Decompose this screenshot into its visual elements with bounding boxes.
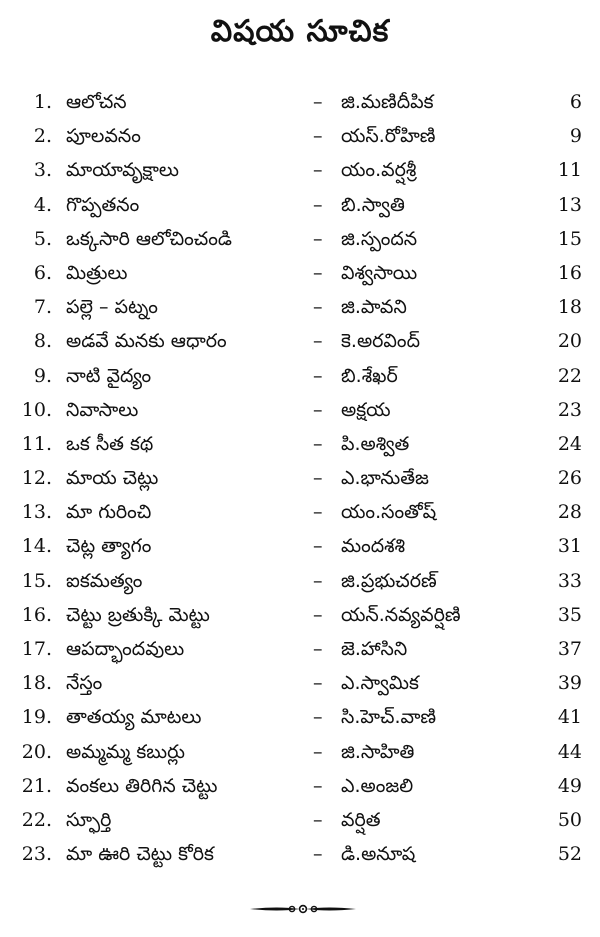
toc-page-number: 44 (557, 740, 582, 763)
toc-title: మా గురించి (66, 501, 152, 524)
toc-author: బి.శేఖర్ (341, 364, 398, 387)
toc-separator: – (313, 467, 323, 490)
toc-page-number: 11 (557, 159, 582, 182)
toc-page-number: 20 (557, 330, 582, 353)
toc-author: జి.స్పందన (341, 227, 418, 250)
toc-author: సి.హెచ్.వాణి (341, 706, 437, 729)
toc-row (0, 359, 600, 393)
toc-page-number: 6 (569, 91, 582, 113)
toc-row (0, 735, 600, 769)
toc-separator: – (313, 603, 323, 626)
toc-author: యస్.రోహిణి (341, 125, 436, 148)
toc-number: 1. (33, 91, 52, 113)
toc-title: ఒక సీత కథ (66, 432, 154, 455)
toc-title: చెట్టు బ్రతుక్కి మెట్టు (66, 603, 210, 626)
toc-separator: – (313, 296, 323, 319)
toc-title: ఒక్కసారి ఆలోచించండి (66, 227, 232, 250)
toc-title: వంకలు తిరిగిన చెట్టు (66, 774, 218, 797)
toc-page-number: 15 (557, 227, 582, 250)
toc-separator: – (313, 91, 323, 113)
toc-author: యం.సంతోష్ (341, 501, 437, 524)
toc-row (0, 153, 600, 187)
toc-row (0, 119, 600, 153)
toc-author: జి.సాహితి (341, 740, 415, 763)
toc-page-number: 23 (557, 398, 582, 421)
toc-author: జి.మణిదీపిక (341, 91, 434, 113)
toc-author: జి.పావని (341, 296, 407, 319)
toc-row (0, 666, 600, 700)
toc-number: 4. (33, 193, 52, 216)
toc-page-number: 31 (557, 535, 582, 558)
toc-number: 19. (21, 706, 52, 729)
toc-page-number: 13 (557, 193, 582, 216)
toc-page-number: 26 (557, 467, 582, 490)
toc-title: చెట్ల త్యాగం (66, 535, 152, 558)
toc-title: మాయావృక్షాలు (66, 159, 179, 182)
toc-number: 13. (21, 501, 52, 524)
toc-row (0, 564, 600, 598)
toc-row (0, 632, 600, 666)
toc-row (0, 222, 600, 256)
toc-number: 2. (33, 125, 52, 148)
toc-author: జె.హాసిని (341, 638, 408, 660)
toc-separator: – (313, 843, 323, 866)
toc-title: నివాసాలు (66, 398, 139, 421)
toc-page-number: 22 (557, 364, 582, 387)
toc-title: గొప్పతనం (66, 193, 140, 216)
page-title: విషయ సూచిక (210, 14, 390, 49)
toc-page-number: 41 (557, 706, 582, 729)
toc-separator: – (313, 432, 323, 455)
toc-title: స్ఫూర్తి (66, 808, 112, 831)
toc-row (0, 256, 600, 290)
toc-author: జి.ప్రభుచరణ్ (341, 569, 437, 592)
toc-page-number: 16 (557, 261, 582, 284)
toc-separator: – (313, 193, 323, 216)
table-of-contents (0, 85, 600, 871)
toc-row (0, 85, 600, 119)
toc-separator: – (313, 330, 323, 353)
toc-separator: – (313, 159, 323, 182)
toc-row (0, 461, 600, 495)
toc-page-number: 50 (557, 808, 582, 831)
toc-author: బి.స్వాతి (341, 193, 405, 216)
toc-separator: – (313, 808, 323, 831)
toc-author: ఎ.భానుతేజ (341, 467, 429, 490)
toc-row (0, 188, 600, 222)
toc-title: నేస్తం (66, 672, 103, 695)
toc-number: 20. (21, 740, 52, 763)
toc-author: ఎ.స్వామిక (341, 672, 419, 695)
toc-page-number: 24 (557, 432, 582, 455)
toc-page-number: 35 (557, 603, 582, 626)
toc-page-number: 9 (569, 125, 582, 148)
toc-separator: – (313, 638, 323, 660)
toc-separator: – (313, 672, 323, 695)
toc-number: 23. (21, 843, 52, 866)
toc-author: యన్.నవ్యవర్షిణి (341, 603, 461, 626)
toc-author: విశ్వసాయి (341, 261, 418, 284)
toc-title: పల్లె – పట్నం (66, 296, 158, 319)
toc-separator: – (313, 125, 323, 148)
toc-separator: – (313, 740, 323, 763)
toc-author: కె.అరవింద్ (341, 330, 420, 353)
toc-row (0, 495, 600, 529)
toc-title: మాయ చెట్లు (66, 467, 159, 490)
toc-separator: – (313, 398, 323, 421)
toc-title: మా ఊరి చెట్టు కోరిక (66, 843, 214, 866)
toc-author: మందశశి (341, 535, 406, 558)
toc-row (0, 324, 600, 358)
toc-page-number: 28 (557, 501, 582, 524)
toc-separator: – (313, 535, 323, 558)
toc-separator: – (313, 501, 323, 524)
toc-number: 18. (21, 672, 52, 695)
toc-number: 7. (33, 296, 52, 319)
toc-title: అడవే మనకు ఆధారం (66, 330, 227, 353)
toc-number: 3. (33, 159, 52, 182)
toc-number: 11. (21, 432, 52, 455)
toc-separator: – (313, 227, 323, 250)
toc-page-number: 52 (557, 843, 582, 866)
toc-row (0, 427, 600, 461)
toc-number: 8. (33, 330, 52, 353)
toc-number: 5. (33, 227, 52, 250)
toc-number: 17. (21, 638, 52, 660)
toc-number: 14. (21, 535, 52, 558)
toc-number: 10. (21, 398, 52, 421)
toc-number: 9. (33, 364, 52, 387)
toc-page-number: 49 (557, 774, 582, 797)
toc-title: నాటి వైద్యం (66, 364, 152, 387)
toc-separator: – (313, 261, 323, 284)
toc-number: 22. (21, 808, 52, 831)
toc-author: ఎ.అంజలి (341, 774, 414, 797)
toc-separator: – (313, 569, 323, 592)
toc-page-number: 33 (557, 569, 582, 592)
toc-row (0, 598, 600, 632)
toc-separator: – (313, 364, 323, 387)
toc-page-number: 37 (557, 638, 582, 660)
toc-number: 15. (21, 569, 52, 592)
toc-title: పూలవనం (66, 125, 141, 148)
toc-title: ఐకమత్యం (66, 569, 143, 592)
toc-separator: – (313, 706, 323, 729)
toc-author: డి.అనూష (341, 843, 416, 866)
ornamental-divider-icon (248, 898, 358, 920)
toc-title: మిత్రులు (66, 261, 128, 284)
toc-number: 16. (21, 603, 52, 626)
toc-author: పి.అశ్విత (341, 432, 410, 455)
toc-author: వర్షిత (341, 808, 381, 831)
toc-author: అక్షయ (341, 398, 391, 421)
toc-number: 21. (21, 774, 52, 797)
toc-page-number: 18 (557, 296, 582, 319)
toc-row (0, 769, 600, 803)
toc-title: ఆపద్భాందవులు (66, 638, 185, 660)
toc-row (0, 837, 600, 871)
toc-number: 6. (33, 261, 52, 284)
toc-author: యం.వర్షశ్రీ (341, 159, 417, 182)
toc-row (0, 529, 600, 563)
toc-title: తాతయ్య మాటలు (66, 706, 202, 729)
toc-separator: – (313, 774, 323, 797)
toc-row (0, 803, 600, 837)
toc-title: ఆలోచన (66, 91, 127, 113)
toc-number: 12. (21, 467, 52, 490)
toc-title: అమ్మమ్మ కబుర్లు (66, 740, 185, 763)
toc-page-number: 39 (557, 672, 582, 695)
toc-row (0, 393, 600, 427)
toc-row (0, 700, 600, 734)
toc-row (0, 290, 600, 324)
